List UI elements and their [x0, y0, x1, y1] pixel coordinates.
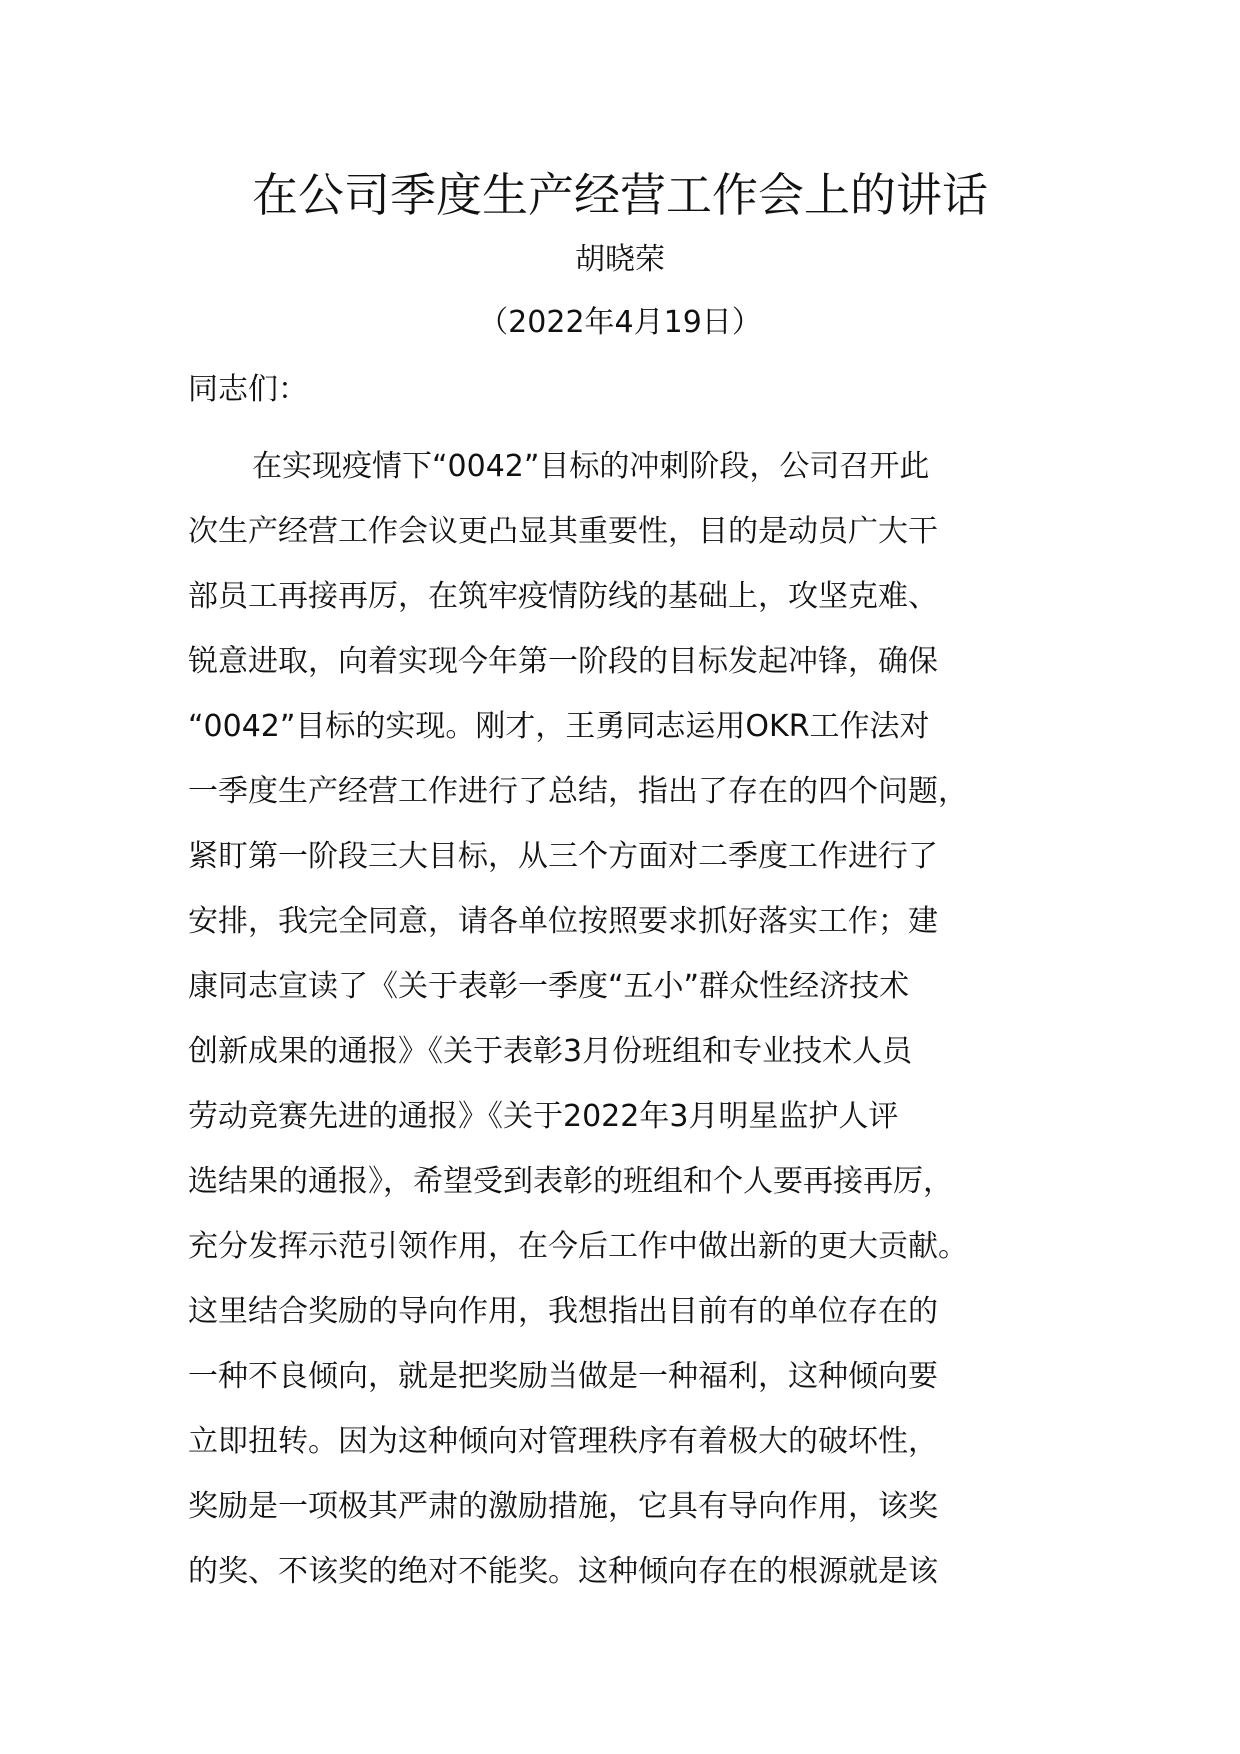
text-line: 安排，我完全同意，请各单位按照要求抓好落实工作；建	[188, 904, 938, 939]
text-line: 奖励是一项极其严肃的激励措施，它具有导向作用，该奖	[188, 1489, 938, 1524]
document-title: 在公司季度生产经营工作会上的讲话	[252, 168, 988, 222]
text-line: 锐意进取，向着实现今年第一阶段的目标发起冲锋，确保	[188, 644, 938, 679]
text-line: 在实现疫情下“0042”目标的冲刺阶段，公司召开此	[252, 449, 930, 484]
text-line: 立即扭转。因为这种倾向对管理秩序有着极大的破坏性，	[188, 1424, 938, 1459]
text-line: 的奖、不该奖的绝对不能奖。这种倾向存在的根源就是该	[188, 1554, 938, 1589]
text-line: 这里结合奖励的导向作用，我想指出目前有的单位存在的	[188, 1294, 938, 1329]
text-line: 一种不良倾向，就是把奖励当做是一种福利，这种倾向要	[188, 1359, 938, 1394]
salutation: 同志们：	[188, 372, 308, 407]
document-author: 胡晓荣	[575, 242, 665, 277]
text-line: 劳动竞赛先进的通报》《关于2022年3月明星监护人评	[188, 1099, 899, 1134]
text-line: “0042”目标的实现。刚才，王勇同志运用OKR工作法对	[188, 709, 930, 744]
text-line: 一季度生产经营工作进行了总结，指出了存在的四个问题，	[188, 774, 968, 809]
text-line: 紧盯第一阶段三大目标，从三个方面对二季度工作进行了	[188, 839, 938, 874]
text-line: 部员工再接再厉，在筑牢疫情防线的基础上，攻坚克难、	[188, 579, 938, 614]
text-line: 康同志宣读了《关于表彰一季度“五小”群众性经济技术	[188, 969, 910, 1004]
text-line: 充分发挥示范引领作用，在今后工作中做出新的更大贡献。	[188, 1229, 968, 1264]
text-line: 选结果的通报》，希望受到表彰的班组和个人要再接再厉，	[188, 1164, 953, 1199]
text-line: 次生产经营工作会议更凸显其重要性，目的是动员广大干	[188, 514, 938, 549]
body-paragraph	[188, 434, 1068, 1604]
document-date: （2022年4月19日）	[478, 305, 762, 340]
text-line: 创新成果的通报》《关于表彰3月份班组和专业技术人员	[188, 1034, 913, 1069]
